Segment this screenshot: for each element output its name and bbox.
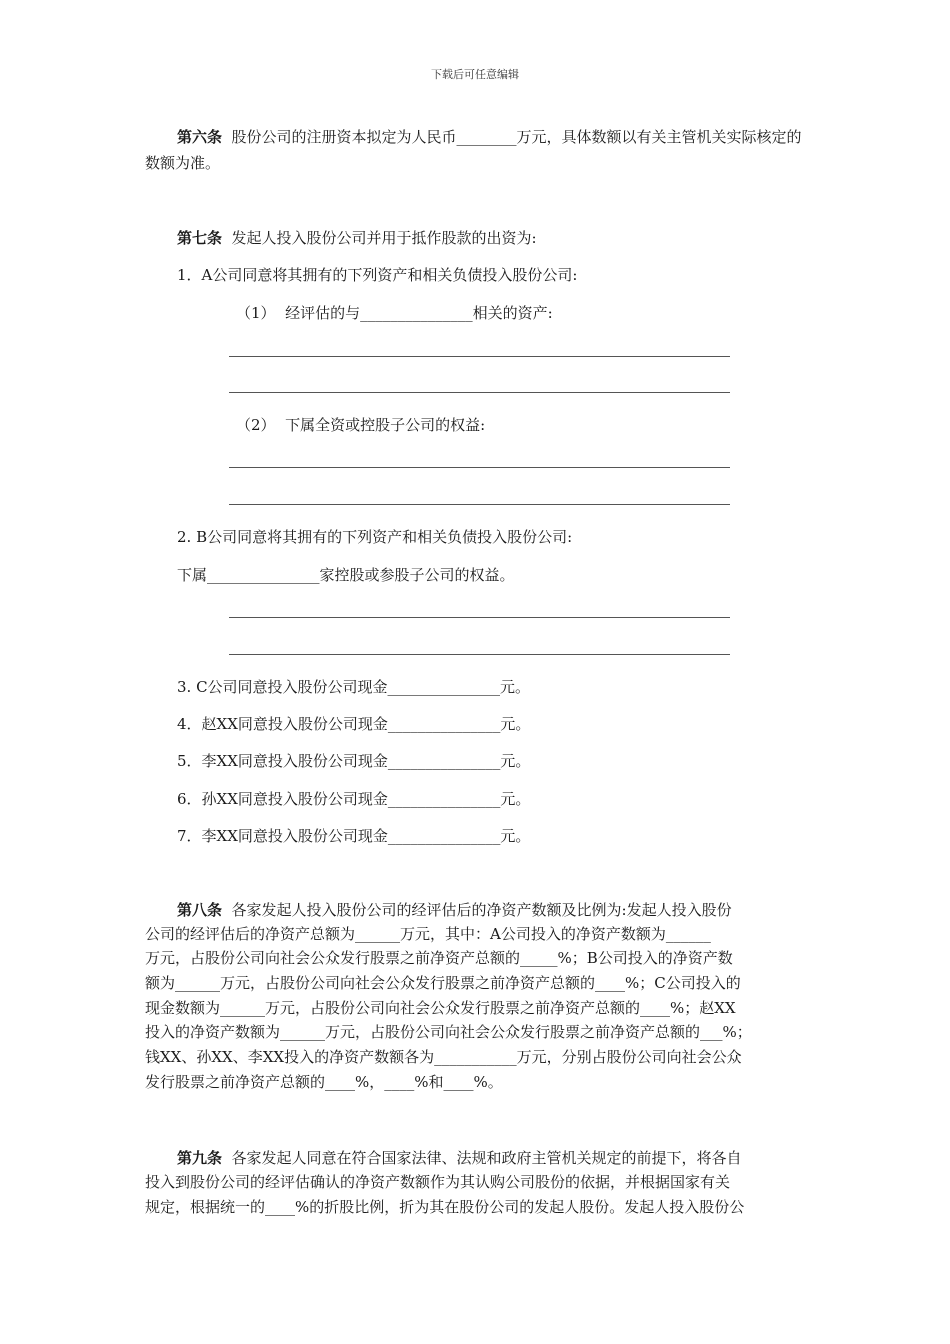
article-7-item-6: 6．孙XX同意投入股份公司现金_______________元。 xyxy=(177,790,531,808)
fill-in-line xyxy=(229,504,730,505)
article-8-line-2: 公司的经评估后的净资产总额为______万元，其中：A公司投入的净资产数额为______ xyxy=(145,925,711,943)
article-7-item-5: 5．李XX同意投入股份公司现金_______________元。 xyxy=(177,752,531,770)
article-7-item-2: 2. B公司同意将其拥有的下列资产和相关负债投入股份公司: xyxy=(177,528,573,546)
fill-in-line xyxy=(229,356,730,357)
article-7-label: 第七条 xyxy=(177,229,223,247)
article-8-line-6: 投入的净资产数额为______万元，占股份公司向社会公众发行股票之前净资产总额的___%； xyxy=(145,1023,752,1041)
page-header: 下载后可任意编辑 xyxy=(431,68,519,81)
article-8-label: 第八条 xyxy=(177,901,223,919)
article-7-item-3: 3. C公司同意投入股份公司现金_______________元。 xyxy=(177,678,531,696)
article-8-line-7: 钱XX、孙XX、李XX投入的净资产数额各为___________万元，分别占股份公司向社会公众 xyxy=(145,1048,742,1066)
fill-in-line xyxy=(229,392,730,393)
fill-in-line xyxy=(229,467,730,468)
article-6-text: 股份公司的注册资本拟定为人民币________万元，具体数额以有关主管机关实际核定的数额为准。 xyxy=(145,128,802,172)
article-7-intro: 发起人投入股份公司并用于抵作股款的出资为: xyxy=(222,229,537,247)
article-7-heading xyxy=(177,226,537,250)
article-7-item-1-1: （1） 经评估的与_______________相关的资产: xyxy=(236,304,553,322)
article-8-line-1 xyxy=(177,898,732,922)
article-9-label: 第九条 xyxy=(177,1149,223,1167)
article-6-label: 第六条 xyxy=(177,128,223,146)
article-7-item-1: 1．A公司同意将其拥有的下列资产和相关负债投入股份公司: xyxy=(177,266,578,284)
fill-in-line xyxy=(229,654,730,655)
fill-in-line xyxy=(229,617,730,618)
article-7-item-7: 7．李XX同意投入股份公司现金_______________元。 xyxy=(177,827,531,845)
article-6 xyxy=(145,124,805,176)
article-7-item-4: 4．赵XX同意投入股份公司现金_______________元。 xyxy=(177,715,531,733)
article-8-line-4: 额为______万元，占股份公司向社会公众发行股票之前净资产总额的____%；C公司投入的 xyxy=(145,974,741,992)
article-9-line-1 xyxy=(177,1146,742,1170)
article-9-text: 各家发起人同意在符合国家法律、法规和政府主管机关规定的前提下，将各自 xyxy=(222,1149,742,1167)
article-8-line-8: 发行股票之前净资产总额的____%，____%和____%。 xyxy=(145,1073,503,1091)
article-8-text: 各家发起人投入股份公司的经评估后的净资产数额及比例为:发起人投入股份 xyxy=(222,901,732,919)
article-7-item-2-sub: 下属_______________家控股或参股子公司的权益。 xyxy=(177,566,515,584)
article-9-line-3: 规定，根据统一的____%的折股比例，折为其在股份公司的发起人股份。发起人投入股份公 xyxy=(145,1198,745,1216)
article-9-line-2: 投入到股份公司的经评估确认的净资产数额作为其认购公司股份的依据，并根据国家有关 xyxy=(145,1173,731,1191)
article-8-line-5: 现金数额为______万元，占股份公司向社会公众发行股票之前净资产总额的____%；赵XX xyxy=(145,999,736,1017)
article-8-line-3: 万元，占股份公司向社会公众发行股票之前净资产总额的_____%；B公司投入的净资产数 xyxy=(145,949,733,967)
article-7-item-1-2: （2） 下属全资或控股子公司的权益: xyxy=(236,416,486,434)
